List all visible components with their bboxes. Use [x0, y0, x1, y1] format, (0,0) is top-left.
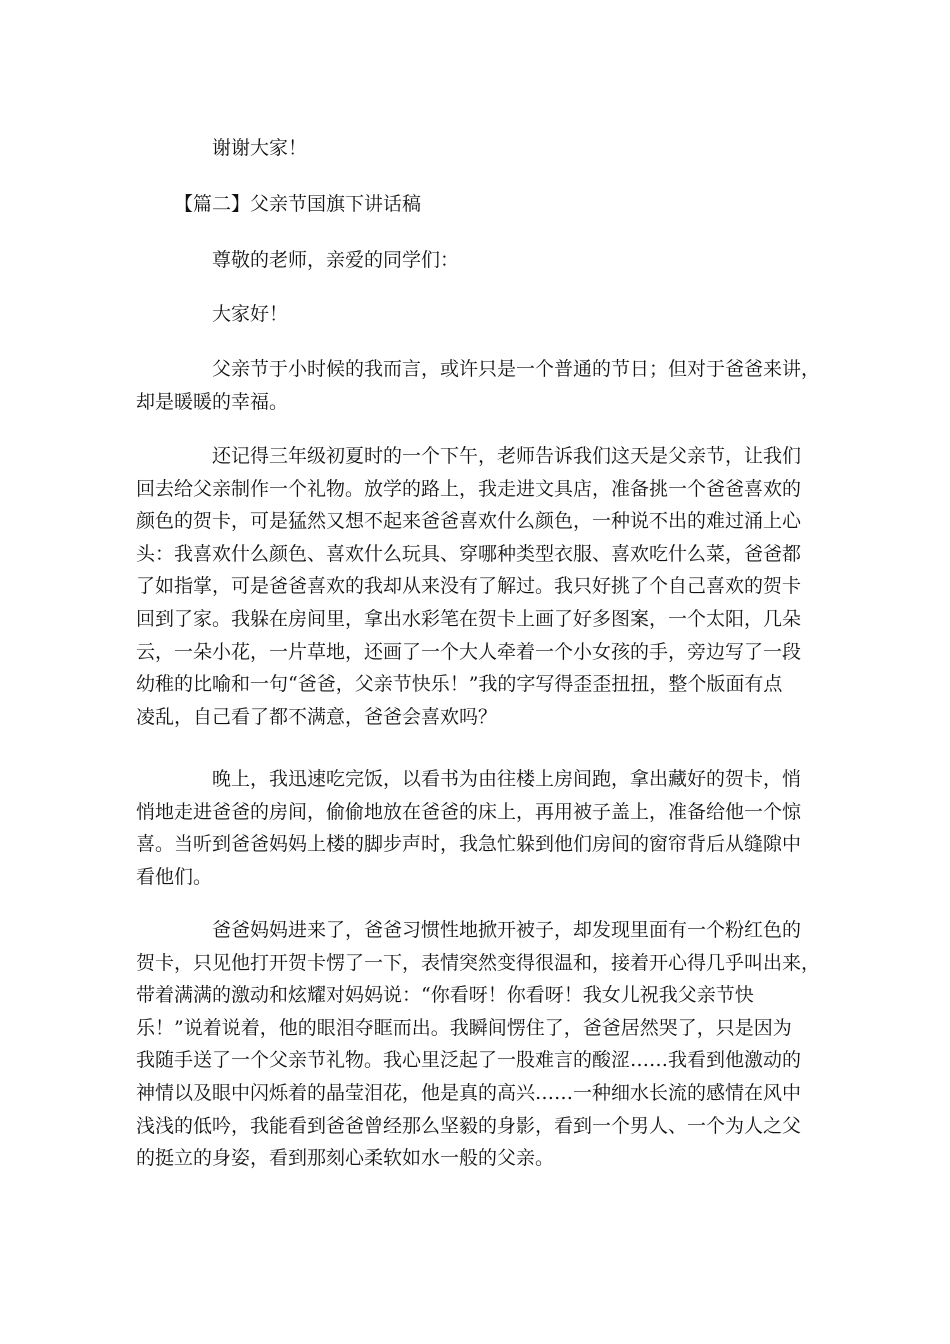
- closing-line: 谢谢大家！: [212, 137, 308, 159]
- paragraph-line: 云，一朵小花，一片草地，还画了一个大人牵着一个小女孩的手，旁边写了一段: [136, 640, 802, 663]
- paragraph-line: 神情以及眼中闪烁着的晶莹泪花，他是真的高兴……一种细水长流的感情在风中: [136, 1081, 802, 1104]
- paragraph-line: 乐！”说着说着，他的眼泪夺眶而出。我瞬间愣住了，爸爸居然哭了，只是因为: [136, 1016, 792, 1039]
- paragraph-line: 回去给父亲制作一个礼物。放学的路上，我走进文具店，准备挑一个爸爸喜欢的: [136, 477, 802, 500]
- paragraph-2: [136, 440, 826, 733]
- paragraph-line: 晚上，我迅速吃完饭，以看书为由往楼上房间跑，拿出藏好的贺卡，悄: [212, 768, 802, 790]
- paragraph-line: 看他们。: [136, 865, 213, 888]
- paragraph-line: 悄地走进爸爸的房间，偷偷地放在爸爸的床上，再用被子盖上，准备给他一个惊: [136, 800, 802, 823]
- paragraph-3: [136, 763, 826, 893]
- paragraph-line: 颜色的贺卡，可是猛然又想不起来爸爸喜欢什么颜色，一种说不出的难过涌上心: [136, 510, 802, 533]
- paragraph-line: 我随手送了一个父亲节礼物。我心里泛起了一股难言的酸涩……我看到他激动的: [136, 1049, 802, 1072]
- paragraph-line: 爸爸妈妈进来了，爸爸习惯性地掀开被子，却发现里面有一个粉红色的: [212, 919, 802, 941]
- paragraph-line: 喜。当听到爸爸妈妈上楼的脚步声时，我急忙躲到他们房间的窗帘背后从缝隙中: [136, 833, 802, 856]
- paragraph-line: 贺卡，只见他打开贺卡愣了一下，表情突然变得很温和，接着开心得几乎叫出来，: [136, 951, 821, 974]
- paragraph-line: 幼稚的比喻和一句“爸爸，父亲节快乐！”我的字写得歪歪扭扭，整个版面有点: [136, 673, 783, 696]
- paragraph-line: 浅浅的低吟，我能看到爸爸曾经那么坚毅的身影，看到一个男人、一个为人之父: [136, 1114, 802, 1137]
- paragraph-line: 了如指掌，可是爸爸喜欢的我却从来没有了解过。我只好挑了个自己喜欢的贺卡: [136, 575, 802, 598]
- section-heading: 【篇二】父亲节国旗下讲话稿: [174, 193, 422, 215]
- paragraph-line: 回到了家。我躲在房间里，拿出水彩笔在贺卡上画了好多图案，一个太阳，几朵: [136, 607, 802, 630]
- paragraph-1: [136, 353, 826, 418]
- salutation: 尊敬的老师，亲爱的同学们：: [212, 249, 460, 271]
- greeting: 大家好！: [212, 303, 289, 325]
- paragraph-line: 却是暖暖的幸福。: [136, 390, 289, 413]
- paragraph-line: 头：我喜欢什么颜色、喜欢什么玩具、穿哪种类型衣服、喜欢吃什么菜，爸爸都: [136, 542, 802, 565]
- paragraph-line: 的挺立的身姿，看到那刻心柔软如水一般的父亲。: [136, 1147, 555, 1170]
- paragraph-line: 还记得三年级初夏时的一个下午，老师告诉我们这天是父亲节，让我们: [212, 445, 802, 467]
- paragraph-line: 凌乱，自己看了都不满意，爸爸会喜欢吗？: [136, 705, 498, 728]
- paragraph-line: 父亲节于小时候的我而言，或许只是一个普通的节日；但对于爸爸来讲，: [212, 358, 821, 380]
- paragraph-4: [136, 914, 826, 1175]
- paragraph-line: 带着满满的激动和炫耀对妈妈说：“你看呀！你看呀！我女儿祝我父亲节快: [136, 984, 754, 1007]
